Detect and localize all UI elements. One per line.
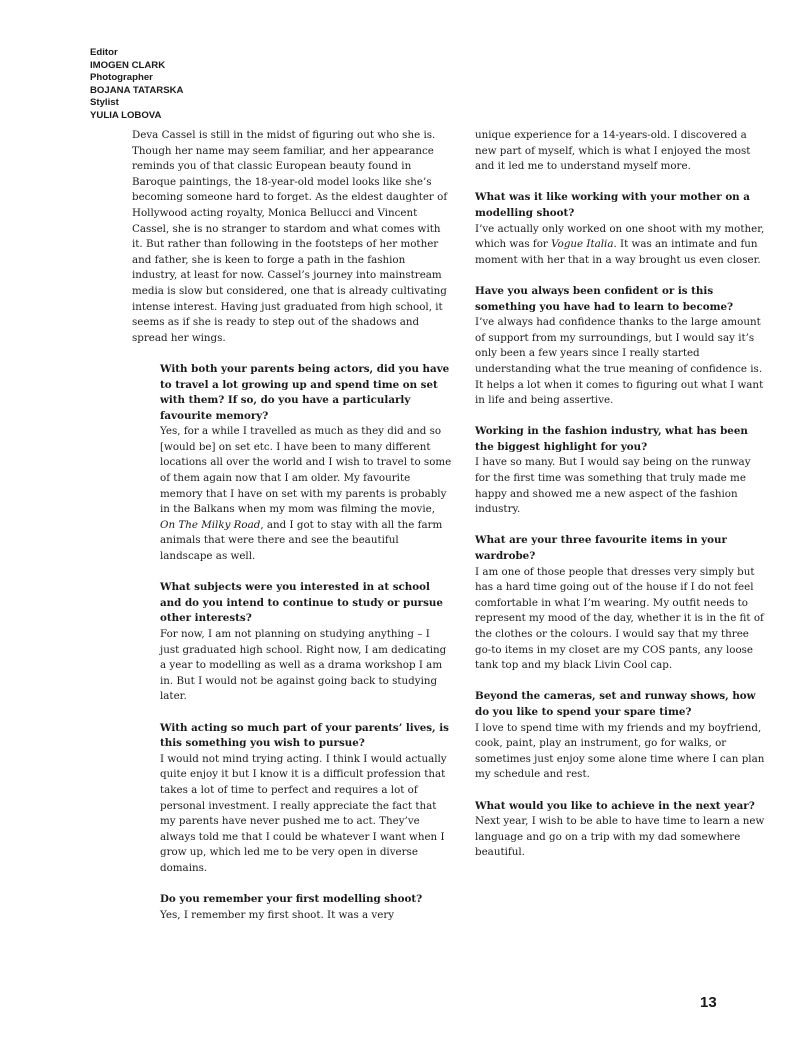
credit-role: Stylist — [90, 97, 119, 109]
question: What subjects were you interested in at school and do you intend to continue to study or pursue other interests? — [160, 581, 443, 625]
qa-item — [475, 689, 765, 783]
credit-name: YULIA LOBOVA — [90, 109, 162, 121]
qa-item — [475, 190, 765, 268]
intro-paragraph: Deva Cassel is still in the midst of figuring out who she is. Though her name may seem familiar, and her appearance reminds you of that classic European beauty found in Baroque paintings, the 18-year-old model looks like she’s becoming someone hard to forget. As the eldest daughter of Hollywood acting royalty, Monica Bellucci and Vincent Cassel, she is no stranger to stardom and what comes with it. But rather than following in the footsteps of her mother and father, she is keen to forge a path in the fashion industry, at least for now. Cassel’s journey into mainstream media is slow but considered, one that is already cultivating intense interest. Having just graduated from high school, it seems as if she is ready to step out of the shadows and spread her wings. — [132, 129, 448, 344]
qa-item — [475, 533, 765, 673]
left-column — [132, 128, 452, 939]
answer: I’ve always had confidence thanks to the large amount of support from my surroundings, but I would say it’s only been a few years since I really started understanding what the true meaning of confidence is. It helps a lot when it comes to figuring out what I want in life and being assertive. — [475, 316, 764, 407]
right-column — [475, 128, 765, 877]
answer: Yes, I remember my first shoot. It was a very — [160, 908, 395, 921]
question: What are your three favourite items in your wardrobe? — [475, 534, 727, 563]
question: Beyond the cameras, set and runway shows, how do you like to spend your spare time? — [475, 690, 756, 718]
qa-item — [475, 424, 765, 518]
question: Have you always been confident or is this something you have had to learn to become? — [475, 284, 734, 313]
title-emphasis: On The Milky Road — [160, 518, 261, 531]
question: Do you remember your first modelling shoot? — [160, 893, 423, 906]
question: What would you like to achieve in the next year? — [475, 799, 755, 812]
credit-role: Editor — [90, 47, 118, 58]
question: With both your parents being actors, did you have to travel a lot growing up and spend time on set with them? If so, do you have a particularly favourite memory? — [160, 362, 450, 422]
qa-item — [475, 799, 765, 861]
answer-continuation — [475, 128, 765, 175]
qa-item — [160, 580, 452, 705]
answer: For now, I am not planning on studying anything – I just graduated high school. Right now, I am dedicating a year to modelling as well as a drama workshop I am in. But I would not be against going back to studying later. — [160, 628, 447, 703]
qa-item — [160, 721, 452, 877]
credits-block — [90, 47, 183, 123]
credit-name: BOJANA TATARSKA — [90, 84, 184, 96]
qa-item — [160, 892, 452, 923]
credit-name: IMOGEN CLARK — [90, 59, 166, 71]
answer: I am one of those people that dresses very simply but has a hard time going out of the house if I do not feel comfortable in what I’m wearing. My outfit needs to represent my mood of the day, whether it is in the fit of the clothes or the colours. I would say that my three go-to items in my closet are my COS pants, any loose tank top and my black Livin Cool cap. — [475, 565, 764, 672]
answer: unique experience for a 14-years-old. I discovered a new part of myself, which is what I enjoyed the most and it led me to understand myself more. — [475, 129, 751, 173]
qa-item — [160, 362, 452, 565]
page-number: 13 — [700, 994, 717, 1011]
answer: Next year, I wish to be able to have time to learn a new language and go on a trip with my dad somewhere beautiful. — [475, 815, 765, 859]
answer: I love to spend time with my friends and my boyfriend, cook, paint, play an instrument, go for walks, or sometimes just enjoy some alone time where I can plan my schedule and rest. — [475, 721, 765, 781]
question: With acting so much part of your parents’ lives, is this something you wish to pursue? — [160, 721, 449, 750]
answer: I’ve actually only worked on one shoot with my mother, which was for Vogue Italia. It was an intimate and fun moment with her that in a way brought us even closer. — [475, 222, 765, 266]
title-emphasis: Vogue Italia — [551, 238, 614, 251]
answer: I have so many. But I would say being on the runway for the first time was something that truly made me happy and showed me a new aspect of the fashion industry. — [475, 456, 751, 516]
question: What was it like working with your mother on a modelling shoot? — [475, 191, 750, 219]
answer: Yes, for a while I travelled as much as they did and so [would be] on set etc. I have been to many different locations all over the world and I wish to travel to some of them again now that I am older. My favourite memory that I have on set with my parents is probably in the Balkans when my mom was filming the movie, On The Milky Road, and I got to stay with all the farm animals that were there and see the beautiful landscape as well. — [160, 425, 452, 563]
credit-role: Photographer — [90, 72, 153, 84]
answer: I would not mind trying acting. I think I would actually quite enjoy it but I know it is a difficult profession that takes a lot of time to perfect and requires a lot of personal investment. I really appreciate the fact that my parents have never pushed me to act. They’ve always told me that I could be whatever I want when I grow up, which led me to be very open in diverse domains. — [160, 752, 447, 874]
qa-item — [475, 284, 765, 409]
question: Working in the fashion industry, what has been the biggest highlight for you? — [475, 425, 748, 453]
